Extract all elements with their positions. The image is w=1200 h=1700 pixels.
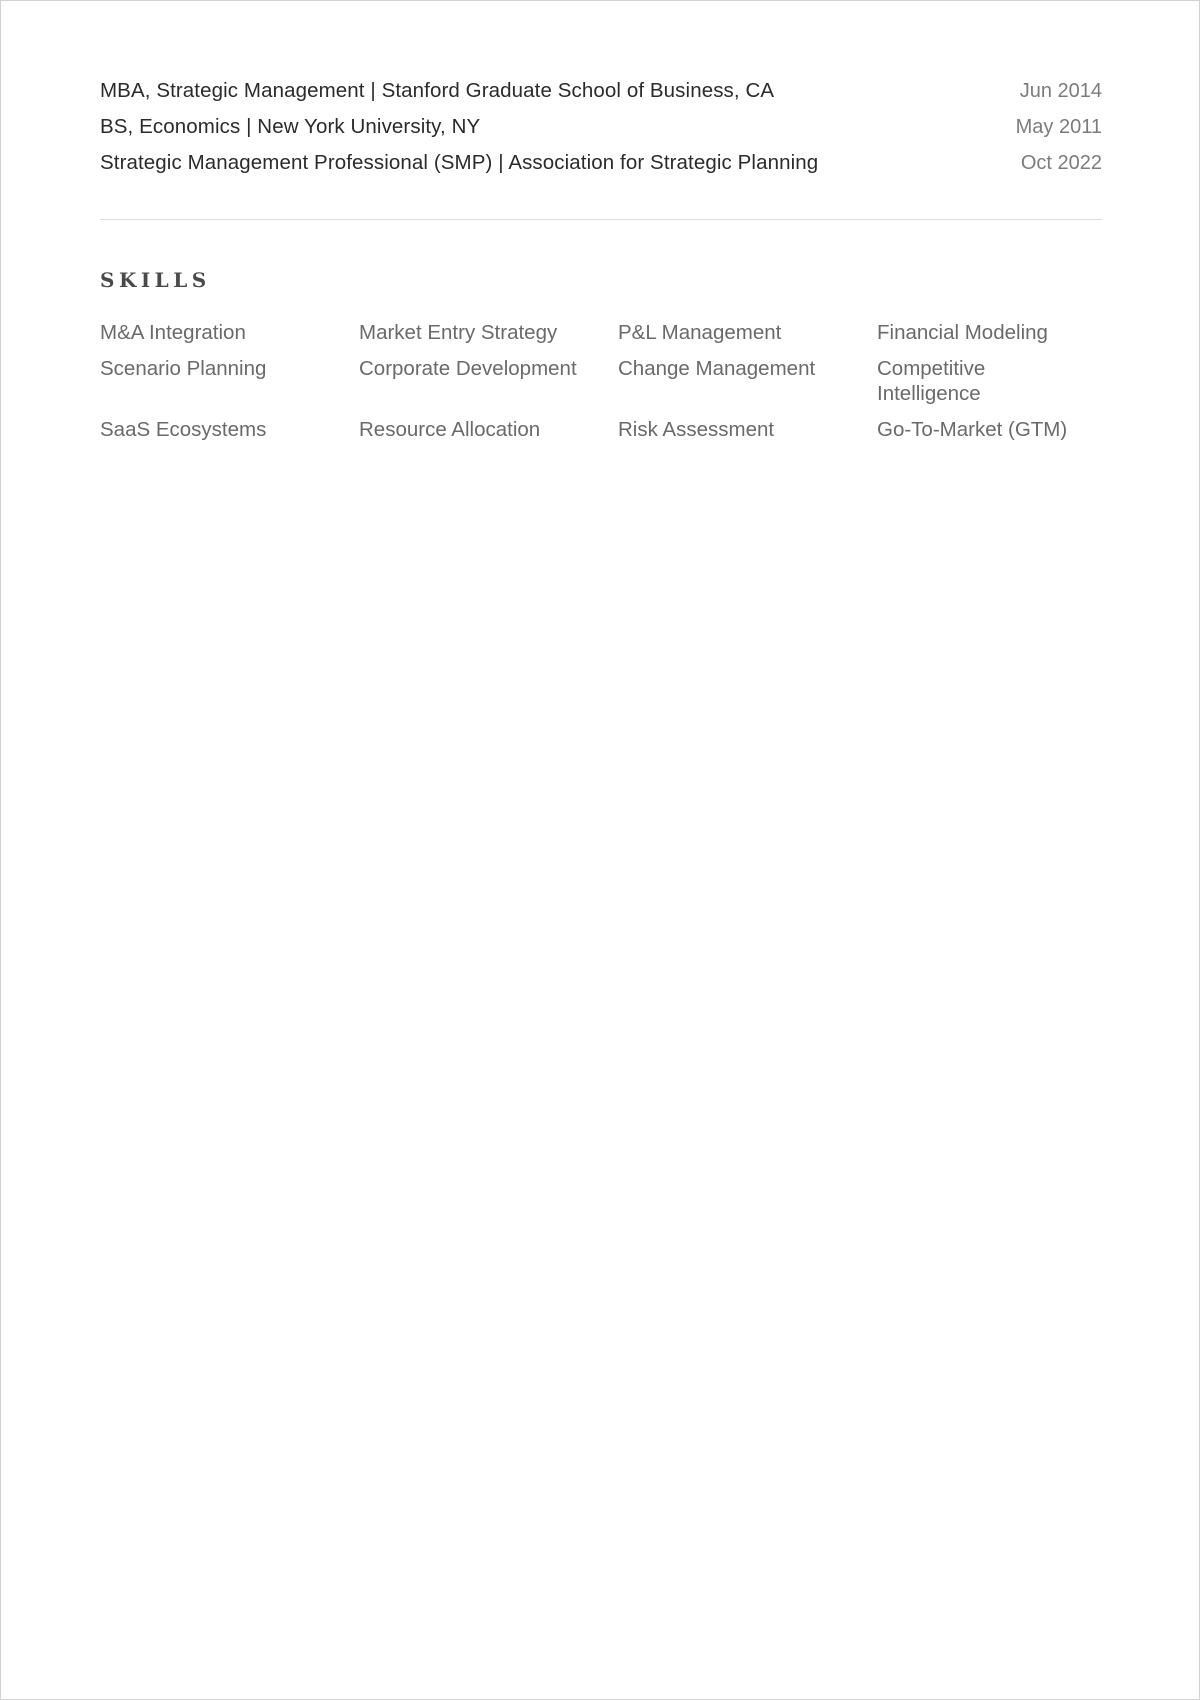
education-date: Jun 2014 [1019,80,1102,102]
skill-item: Market Entry Strategy [359,321,558,344]
skill-item: Change Management [618,357,816,380]
education-title: Strategic Management Professional (SMP) | Association for Strategic Planning [100,151,819,174]
education-date: Oct 2022 [1020,152,1102,174]
skill-item: Go-To-Market (GTM) [877,418,1068,441]
education-title: BS, Economics | New York University, NY [100,115,481,138]
skill-item: SaaS Ecosystems [100,418,267,441]
resume-content [100,76,1102,442]
skill-item: Scenario Planning [100,357,267,380]
education-entry [100,148,1102,184]
skill-item: Competitive Intelligence [877,357,986,405]
education-date: May 2011 [1015,116,1102,138]
section-divider [100,219,1102,220]
skill-item: Resource Allocation [359,418,541,441]
skills-heading: SKILLS [100,268,211,292]
education-entry [100,76,1102,112]
education-title: MBA, Strategic Management | Stanford Graduate School of Business, CA [100,79,775,102]
skills-grid [100,320,1102,442]
skill-item: P&L Management [618,321,782,344]
education-entry [100,112,1102,148]
skill-item: Corporate Development [359,357,577,380]
skill-item: Risk Assessment [618,418,775,441]
education-list [100,76,1102,184]
skill-item: M&A Integration [100,321,246,344]
skill-item: Financial Modeling [877,321,1048,344]
